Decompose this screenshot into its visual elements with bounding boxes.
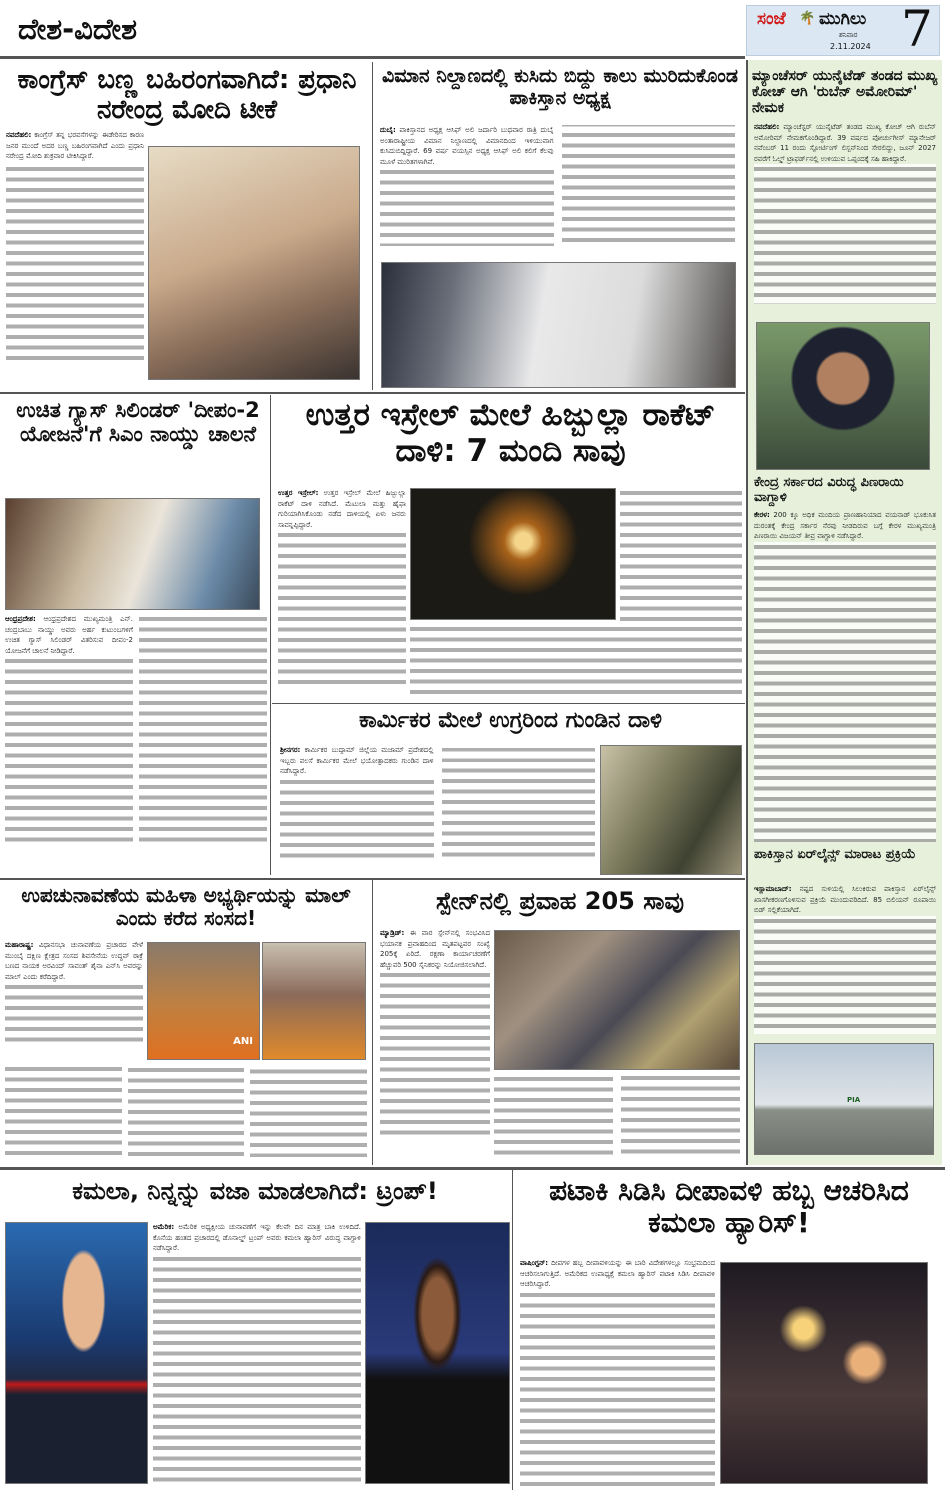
article-lead: ಪಾಕಿಸ್ತಾನದ ಅಧ್ಯಕ್ಷ ಆಸಿಫ್ ಅಲಿ ಜರ್ದಾರಿ ಬುಧವಾರ ರಾತ್ರಿ ದುಬೈ ಅಂತಾರಾಷ್ಟ್ರೀಯ ವಿಮಾನ ನಿಲ್ದಾಣದಲ್ಲಿ ವಿಮಾನದಿಂದ ಇಳಿಯುವಾಗ ಕುಸಿದುಬಿದ್ದಿದ್ದಾರೆ. 69 ವರ್ಷ ವಯಸ್ಸಿನ ಅಧ್ಯಕ್ಷ ಆಸಿಫ್ ಅಲಿ ಕಲಿಗೆ ಕೆಲವು ಮೂಳೆ ಮುರಿತಗಳಾಗಿವೆ. bbox=[380, 126, 554, 166]
article-body-pakistan-president bbox=[380, 125, 735, 257]
text-lines bbox=[754, 542, 936, 842]
masthead bbox=[746, 0, 940, 58]
text-lines bbox=[620, 488, 742, 623]
text-lines bbox=[520, 1290, 715, 1487]
photo-pia-plane bbox=[754, 1043, 934, 1155]
photo-kamala-diwali bbox=[720, 1262, 928, 1484]
column-divider bbox=[270, 395, 271, 875]
dateline: ದುಬೈ: bbox=[380, 126, 396, 134]
text-lines bbox=[754, 916, 936, 1035]
photo-amorim bbox=[756, 322, 930, 470]
ani-watermark: ANI bbox=[233, 1036, 253, 1047]
issue-day: ಶನಿವಾರ bbox=[839, 31, 858, 39]
article-lead: ಕಾಂಗ್ರೆಸ್ ತನ್ನ ಭರವಸೆಗಳನ್ನು ಈಡೇರಿಸದ ಕಾರಣ ಜನರ ಮುಂದೆ ಅದರ ಬಣ್ಣ ಬಹಿರಂಗವಾಗಿದೆ ಎಂದು ಪ್ರಧಾನಿ ನರೇಂದ್ರ ಮೋದಿ ಶುಕ್ರವಾರ ಟೀಕಿಸಿದ್ದಾರೆ. bbox=[6, 131, 144, 160]
pia-tail-text: PIA bbox=[847, 1096, 861, 1104]
headline-trump: ಕಮಲಾ, ನಿನ್ನನ್ನು ವಜಾ ಮಾಡಲಾಗಿದೆ: ಟ್ರಂಪ್! bbox=[72, 1177, 438, 1205]
page-number: 7 bbox=[901, 0, 933, 58]
photo-soldiers bbox=[600, 745, 742, 875]
article-body-israel-3 bbox=[620, 488, 742, 623]
article-body-israel-2 bbox=[410, 624, 742, 699]
photo-modi bbox=[148, 146, 360, 380]
photo-naidu bbox=[5, 498, 260, 610]
photo-shaina bbox=[262, 942, 366, 1060]
article-lead: ವಿಧಾನಸಭಾ ಚುನಾವಣೆಯ ಪ್ರಚಾರದ ವೇಳೆ ಮುಂಬೈ ದಕ್ಷಿಣ ಕ್ಷೇತ್ರದ ಸಂಸದ ಶಿವಸೇನೆಯ ಉದ್ಧವ್ ಠಾಕ್ರೆ ಬಣದ ನಾಯಕ ಅರವಿಂದ್ ಸಾವಂತ್ ಶೈನಾ ಎನ್‌ಸಿ ಅವರನ್ನು ಮಾಲ್ ಎಂದು ಕರೆದಿದ್ದಾರೆ. bbox=[5, 941, 143, 981]
headline-mall-remark: ಉಪಚುನಾವಣೆಯ ಮಹಿಳಾ ಅಭ್ಯರ್ಥಿಯನ್ನು ಮಾಲ್ ಎಂದು ಕರೆದ ಸಂಸದ! bbox=[21, 883, 351, 930]
row-divider bbox=[272, 703, 745, 704]
paper-name: ಮುಗಿಲು bbox=[819, 9, 867, 29]
article-lead: ದೀಪಗಳ ಹಬ್ಬ ದೀಪಾವಳಿಯನ್ನು ಈ ಬಾರಿ ವಿದೇಶಗಳಲ್ಲೂ ಸಂಭ್ರಮದಿಂದ ಆಚರಿಸಲಾಗುತ್ತಿದೆ. ಅಮೆರಿಕದ ಉಪಾಧ್ಯಕ್ಷೆ ಕಮಲಾ ಹ್ಯಾರಿಸ್ ಪಟಾಕಿ ಸಿಡಿಸಿ ದೀಪಾವಳಿ ಆಚರಿಸಿದ್ದಾರೆ. bbox=[520, 1259, 715, 1288]
photo-sawant bbox=[147, 942, 260, 1060]
photo-kamala-speech bbox=[365, 1222, 510, 1484]
headline-kamala-diwali: ಪಟಾಕಿ ಸಿಡಿಸಿ ದೀಪಾವಳಿ ಹಬ್ಬ ಆಚರಿಸಿದ ಕಮಲಾ ಹ್ಯಾರಿಸ್! bbox=[549, 1174, 909, 1240]
article-lead: ಅಮೆರಿಕ ಅಧ್ಯಕ್ಷೀಯ ಚುನಾವಣೆಗೆ ಇನ್ನು ಕೆಲವೇ ದಿನ ಮಾತ್ರ ಬಾಕಿ ಉಳಿದಿದೆ. ಕೊನೆಯ ಹಂತದ ಪ್ರಚಾರದಲ್ಲಿ ಡೊನಾಲ್ಡ್ ಟ್ರಂಪ್ ಅವರು ಕಮಲಾ ಹ್ಯಾರಿಸ್ ವಿರುದ್ಧ ವಾಗ್ದಾಳಿ ನಡೆಸಿದ್ದಾರೆ. bbox=[153, 1223, 361, 1252]
article-body-pinarayi bbox=[754, 510, 936, 842]
article-lead: ಕಾರ್ಮಿಕರ ಬುದ್ಗಾಮ್ ಜಿಲ್ಲೆಯ ಮಜಾಮ್ ಪ್ರದೇಶದಲ್ಲಿ ಇಬ್ಬರು ವಲಸೆ ಕಾರ್ಮಿಕರ ಮೇಲೆ ಭಯೋತ್ಪಾದಕರು ಗುಂಡಿನ ದಾಳಿ ನಡೆಸಿದ್ದಾರೆ. bbox=[280, 746, 434, 775]
article-lead: ಮ್ಯಾಂಚೆಸ್ಟರ್ ಯುನೈಟೆಡ್ ತಂಡದ ಮುಖ್ಯ ಕೋಚ್ ಆಗಿ ರುಬೆನ್ ಅಮೋರಿಮ್ ನೇಮಕಗೊಂಡಿದ್ದಾರೆ. 39 ವರ್ಷದ ಪೋರ್ಚುಗೀಸ್ ಮ್ಯಾನೇಜರ್ ನವೆಂಬರ್ 11 ರಂದು ಸ್ಪೋರ್ಟಿಂಗ್ ಲಿಸ್ಬನ್‌ನಿಂದ ಸೇರಲಿದ್ದು, ಜೂನ್ 2027 ರವರೆಗೆ ಓಲ್ಡ್ ಟ್ರಾಫರ್ಡ್‌ನಲ್ಲಿ ಉಳಿಯುವ ಒಪ್ಪಂದಕ್ಕೆ ಸಹಿ ಹಾಕಿದ್ದಾರೆ. bbox=[754, 123, 936, 163]
article-body-trump bbox=[153, 1222, 361, 1484]
dateline: ಮ್ಯಾಡ್ರಿಡ್: bbox=[380, 929, 405, 937]
dateline: ಕೇರಳ: bbox=[754, 511, 770, 519]
text-lines bbox=[6, 164, 144, 364]
photo-flood bbox=[494, 930, 740, 1070]
headline-pia: ಪಾಕಿಸ್ತಾನ ಏರ್‌ಲೈನ್ಸ್ ಮಾರಾಟ ಪ್ರಕ್ರಿಯೆ bbox=[754, 847, 916, 862]
headline-workers-attack: ಕಾರ್ಮಿಕರ ಮೇಲೆ ಉಗ್ರರಿಂದ ಗುಂಡಿನ ದಾಳಿ bbox=[358, 708, 663, 733]
column-divider bbox=[512, 1170, 513, 1490]
article-body-mall bbox=[5, 940, 143, 1060]
text-lines bbox=[494, 1074, 740, 1159]
row-divider bbox=[0, 1167, 945, 1170]
headline-pakistan-president: ವಿಮಾನ ನಿಲ್ದಾಣದಲ್ಲಿ ಕುಸಿದು ಬಿದ್ದು ಕಾಲು ಮುರಿದುಕೊಂಡ ಪಾಕಿಸ್ತಾನ ಅಧ್ಯಕ್ಷ bbox=[382, 65, 738, 109]
column-divider bbox=[372, 880, 373, 1165]
text-lines bbox=[410, 624, 742, 699]
text-lines bbox=[5, 982, 143, 1042]
article-body-pia bbox=[754, 884, 936, 1034]
section-title: ದೇಶ-ವಿದೇಶ bbox=[18, 12, 138, 46]
dateline: ಇಸ್ಲಾಮಾಬಾದ್: bbox=[754, 885, 792, 893]
article-body-gas-cylinder bbox=[5, 614, 267, 876]
issue-date: 2.11.2024 bbox=[830, 42, 871, 51]
headline-pinarayi: ಕೇಂದ್ರ ಸರ್ಕಾರದ ವಿರುದ್ಧ ಪಿಣರಾಯಿ ವಾಗ್ದಾಳಿ bbox=[754, 475, 904, 505]
dateline: ಅಮೆರಿಕ: bbox=[153, 1223, 175, 1231]
headline-israel: ಉತ್ತರ ಇಸ್ರೇಲ್ ಮೇಲೆ ಹಿಜ್ಬುಲ್ಲಾ ರಾಕೆಟ್ ದಾಳಿ: 7 ಮಂದಿ ಸಾವು bbox=[305, 397, 716, 469]
row-divider bbox=[0, 392, 745, 394]
dateline: ಮಹಾರಾಷ್ಟ್ರ: bbox=[5, 941, 34, 949]
article-body-israel bbox=[278, 488, 406, 698]
column-divider bbox=[372, 62, 373, 390]
photo-trump bbox=[5, 1222, 148, 1484]
dateline: ವಾಷಿಂಗ್ಟನ್: bbox=[520, 1259, 549, 1267]
header-divider bbox=[0, 56, 745, 59]
article-body-workers-attack bbox=[280, 745, 595, 875]
text-lines bbox=[278, 530, 406, 690]
article-lead: ಈ ವಾರ ಸ್ಪೇನ್‌ನಲ್ಲಿ ಸಂಭವಿಸಿದ ಭಯಾನಕ ಪ್ರವಾಹದಿಂದ ಮೃತಪಟ್ಟವರ ಸಂಖ್ಯೆ 205ಕ್ಕೆ ಏರಿದೆ. ರಕ್ಷಣಾ ಕಾರ್ಯಾಚರಣೆಗೆ ಹೆಚ್ಚುವರಿ 500 ಸೈನಿಕರನ್ನು ನಿಯೋಜಿಸಲಾಗಿದೆ. bbox=[380, 929, 490, 969]
article-lead: ನಷ್ಟದ ಸುಳಿಯಲ್ಲಿ ಸಿಲುಕಿರುವ ಪಾಕಿಸ್ತಾನ ಏರ್‌ಲೈನ್ಸ್ ಖಾಸಗೀಕರಣಗೊಳಿಸುವ ಪ್ರಕ್ರಿಯೆ ಮುಂದುವರಿದಿದೆ. 85 ಬಿಲಿಯನ್ ರೂಪಾಯಿ ಬಿಡ್ ಸಲ್ಲಿಕೆಯಾಗಿದೆ. bbox=[754, 885, 936, 914]
text-lines bbox=[380, 970, 490, 1140]
photo-rocket-attack bbox=[410, 488, 616, 620]
headline-spain-flood: ಸ್ಪೇನ್‌ನಲ್ಲಿ ಪ್ರವಾಹ 205 ಸಾವು bbox=[436, 887, 684, 915]
article-body-kamala-diwali bbox=[520, 1258, 715, 1486]
dateline: ನವದೆಹಲಿ: bbox=[754, 123, 780, 131]
text-lines bbox=[153, 1254, 361, 1484]
dateline: ಆಂಧ್ರಪ್ರದೇಶ: bbox=[5, 615, 36, 623]
article-lead: 200 ಕ್ಕೂ ಅಧಿಕ ಮಂದಿಯ ಪ್ರಾಣಹಾನಿಯಾದ ವಯನಾಡ್ ಭೂಕುಸಿತ ದುರಂತಕ್ಕೆ ಕೇಂದ್ರ ಸರ್ಕಾರ ನೆರವು ನೀಡದಿರುವ ಬಗ್ಗೆ ಕೇರಳ ಮುಖ್ಯಮಂತ್ರಿ ಪಿಣರಾಯಿ ವಿಜಯನ್ ತೀವ್ರ ವಾಗ್ದಾಳಿ ನಡೆಸಿದ್ದಾರೆ. bbox=[754, 511, 936, 540]
article-lead: ಉತ್ತರ ಇಸ್ರೇಲ್ ಮೇಲೆ ಹಿಜ್ಬುಲ್ಲಾ ರಾಕೆಟ್ ದಾಳಿ ನಡೆಸಿದೆ. ಮೆಟುಲಾ ಮತ್ತು ಹೈಫಾ ಗುರಿಯಾಗಿಸಿಕೊಂಡು ನಡೆದ ದಾಳಿಯಲ್ಲಿ ಏಳು ಜನರು ಸಾವನ್ನಪ್ಪಿದ್ದಾರೆ. bbox=[278, 489, 406, 529]
text-lines bbox=[5, 1064, 367, 1157]
palm-icon: 🌴 bbox=[799, 11, 816, 26]
headline-modi: ಕಾಂಗ್ರೆಸ್ ಬಣ್ಣ ಬಹಿರಂಗವಾಗಿದೆ: ಪ್ರಧಾನಿ ನರೇಂದ್ರ ಮೋದಿ ಟೀಕೆ bbox=[17, 65, 357, 125]
headline-manchester: ಮ್ಯಾಂಚೆಸರ್ ಯುನೈಟೆಡ್ ತಂಡದ ಮುಖ್ಯ ಕೋಚ್ ಆಗಿ 'ರುಬೆನ್ ಅಮೋರಿಮ್' ನೇಮಕ bbox=[752, 68, 938, 117]
article-lead: ಆಂಧ್ರಪ್ರದೇಶದ ಮುಖ್ಯಮಂತ್ರಿ ಎನ್. ಚಂದ್ರಬಾಬು ನಾಯ್ಡು ಅವರು ಅರ್ಹ ಕುಟುಂಬಗಳಿಗೆ ಉಚಿತ ಗ್ಯಾಸ್ ಸಿಲಿಂಡರ್ ವಿತರಿಸುವ ದೀಪಂ-2 ಯೋಜನೆಗೆ ಚಾಲನೆ ನೀಡಿದ್ದಾರೆ. bbox=[5, 615, 134, 655]
article-body-mall-2 bbox=[5, 1064, 367, 1160]
paper-name-red: ಸಂಜೆ bbox=[757, 9, 786, 29]
photo-pakistan-president bbox=[381, 262, 736, 388]
headline-gas-cylinder: ಉಚಿತ ಗ್ಯಾಸ್ ಸಿಲಿಂಡರ್ 'ದೀಪಂ-2 ಯೋಜನೆ'ಗೆ ಸಿಎಂ ನಾಯ್ಡು ಚಾಲನೆ bbox=[16, 398, 260, 447]
dateline: ಉತ್ತರ ಇಸ್ರೇಲ್: bbox=[278, 489, 319, 497]
article-body-spain bbox=[380, 928, 490, 1158]
dateline: ನವದೆಹಲಿ: bbox=[6, 131, 32, 139]
article-body-modi bbox=[6, 130, 144, 385]
article-body-spain-2 bbox=[494, 1074, 740, 1160]
text-lines bbox=[754, 164, 936, 304]
dateline: ಶ್ರೀನಗರ: bbox=[280, 746, 301, 754]
article-body-manchester bbox=[754, 122, 936, 318]
